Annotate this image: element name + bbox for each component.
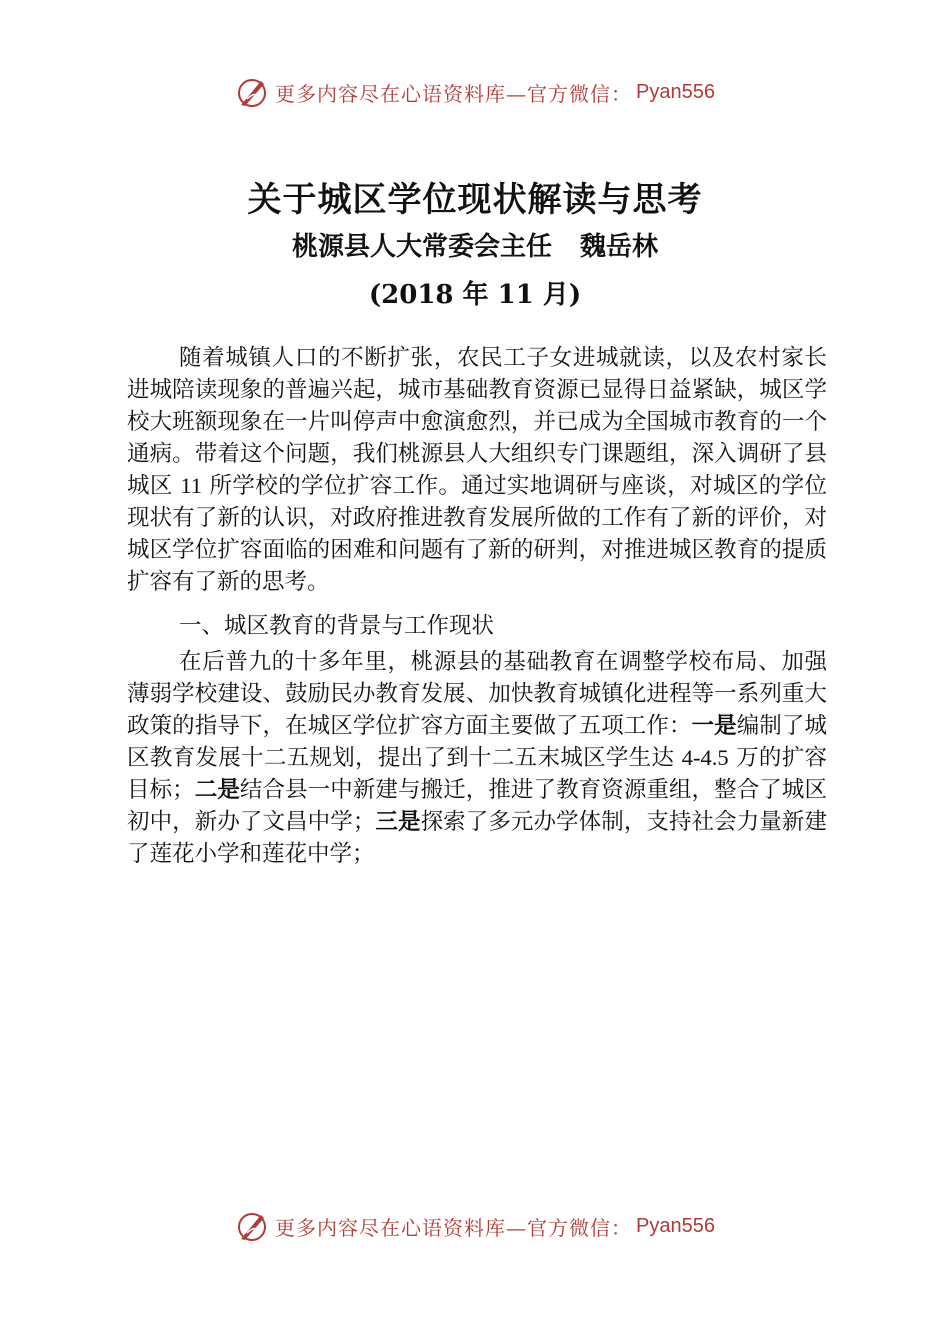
watermark-wechat-id: Pyan556: [636, 1214, 715, 1237]
intro-school-count: 11: [180, 473, 202, 498]
item-text-3: 探索了多元办学体制，支持社会力量新建了莲花小学和莲花中学；: [127, 809, 827, 867]
author-name: 魏岳林: [580, 232, 659, 262]
section-lead-text: 在后普九的十多年里，桃源县的基础教育在调整学校布局、加强薄弱学校建设、鼓励民办教育发展、加快教育城镇化进程等一系列重大政策的指导下，在城区学位扩容方面主要做了五项工作：: [127, 649, 827, 739]
watermark-text: 更多内容尽在心语资料库—官方微信：: [275, 81, 633, 106]
quill-logo-icon: [235, 75, 269, 109]
item-text-1a: 编制了城区教育发展十二五规划，提出了到十二五末城区学生达: [127, 713, 827, 771]
quill-logo-icon: [235, 1209, 269, 1243]
item-label-2: 二是: [194, 777, 240, 803]
watermark-text: 更多内容尽在心语资料库—官方微信：: [275, 1215, 633, 1240]
header-watermark: [0, 72, 950, 112]
intro-text-part2: 所学校的学位扩容工作。通过实地调研与座谈，对城区的学位现状有了新的认识，对政府推进教育发展所做的工作有了新的评价，对城区学位扩容面临的困难和问题有了新的研判，对推进城区教育的提质扩容有了新的思考。: [127, 473, 828, 595]
intro-paragraph: [127, 342, 827, 598]
document-title: 关于城区学位现状解读与思考: [247, 180, 703, 220]
section-heading: 一、城区教育的背景与工作现状: [179, 613, 495, 639]
watermark-wechat-id: Pyan556: [636, 80, 715, 103]
item-label-1: 一是: [691, 713, 737, 739]
item-number-1: 4-4.5: [681, 745, 729, 770]
section-paragraph: [127, 646, 827, 870]
footer-watermark: [0, 1206, 950, 1246]
author-role: 桃源县人大常委会主任: [291, 232, 552, 262]
item-label-3: 三是: [375, 809, 421, 835]
document-date: (2018 年 11 月): [368, 280, 582, 310]
item-text-2: 结合县一中新建与搬迁，推进了教育资源重组，整合了城区初中，新办了文昌中学；: [127, 777, 827, 835]
intro-text-part1: 随着城镇人口的不断扩张，农民工子女进城就读，以及农村家长进城陪读现象的普遍兴起，城市基础教育资源已显得日益紧缺，城区学校大班额现象在一片叫停声中愈演愈烈，并已成为全国城市教育的一个通病。带着这个问题，我们桃源县人大组织专门课题组，深入调研了县城区: [127, 345, 827, 499]
document-body: [127, 342, 827, 870]
document-byline: [0, 226, 950, 263]
item-text-1b: 万的扩容目标；: [127, 745, 828, 803]
